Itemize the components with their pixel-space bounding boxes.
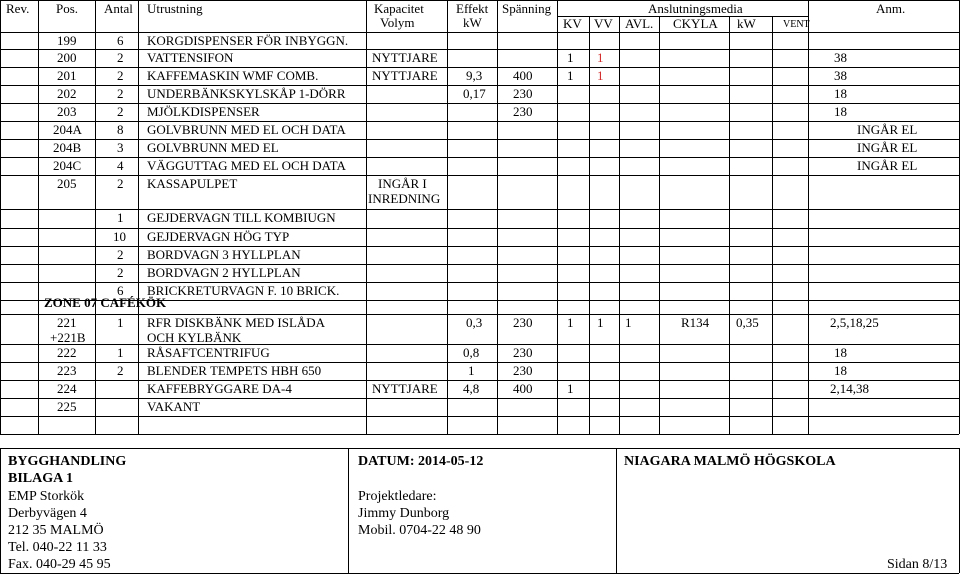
row-pos: 199: [57, 33, 77, 48]
grid-hline: [0, 228, 959, 229]
row-kv: 1: [567, 68, 574, 83]
row-effekt: 4,8: [463, 381, 480, 396]
row-pos: 204B: [53, 140, 82, 155]
row-anm: INGÅR EL: [857, 158, 918, 173]
col-spanning: Spänning: [502, 1, 552, 16]
grid-vline: [348, 448, 349, 573]
row221-effekt: 0,3: [466, 315, 483, 330]
col-effekt: Effekt: [456, 1, 489, 16]
row-text: MJÖLKDISPENSER: [147, 104, 260, 119]
row-kapacitet-line2: INREDNING: [368, 191, 441, 206]
row-antal: 2: [117, 176, 124, 191]
footer-page: Sidan 8/13: [887, 557, 948, 572]
row-anm: 18: [834, 363, 847, 378]
footer-title: BYGGHANDLING: [8, 454, 127, 469]
row221-vv: 1: [597, 315, 604, 330]
row-text: VAKANT: [147, 399, 201, 414]
row-antal: 6: [117, 33, 124, 48]
zone-heading: ZONE 07 CAFÉKÖK: [44, 295, 167, 310]
row-spanning: 230: [513, 363, 533, 378]
grid-vline: [619, 16, 620, 434]
grid-vline: [366, 0, 367, 434]
col-rev: Rev.: [6, 1, 30, 16]
grid-hline: [0, 264, 959, 265]
footer-fax: Fax. 040-29 45 95: [8, 557, 111, 572]
row-spanning: 230: [513, 104, 533, 119]
row-text: GEJDERVAGN TILL KOMBIUGN: [147, 210, 336, 225]
footer-tel: Tel. 040-22 11 33: [8, 540, 107, 555]
grid-hline: [0, 139, 959, 140]
row-kapacitet: NYTTJARE: [372, 50, 438, 65]
grid-hline: [0, 344, 959, 345]
grid-vline: [38, 0, 39, 434]
grid-vline: [95, 0, 96, 434]
row221-spanning: 230: [513, 315, 533, 330]
row-antal: 3: [117, 140, 124, 155]
grid-hline: [0, 121, 959, 122]
row-anm: 18: [834, 345, 847, 360]
row-text: GOLVBRUNN MED EL OCH DATA: [147, 122, 346, 137]
row-antal: 2: [117, 363, 124, 378]
row-pos: 222: [57, 345, 77, 360]
row-text: UNDERBÄNKSKYLSKÅP 1-DÖRR: [147, 86, 346, 101]
row-pos: 225: [57, 399, 77, 414]
grid-vline: [808, 0, 809, 434]
row-anm: 18: [834, 86, 847, 101]
row-text: KASSAPULPET: [147, 176, 238, 191]
grid-hline: [0, 246, 959, 247]
row-text: BRICKRETURVAGN F. 10 BRICK.: [147, 283, 340, 298]
grid-hline: [0, 434, 959, 435]
footer-pl-label: Projektledare:: [358, 489, 437, 504]
grid-hline: [0, 175, 959, 176]
row-pos: 202: [57, 86, 77, 101]
row-text: KAFFEBRYGGARE DA-4: [147, 381, 292, 396]
grid-hline: [0, 416, 959, 417]
row-antal: 2: [117, 50, 124, 65]
footer-company: EMP Storkök: [8, 489, 85, 504]
row-anm: INGÅR EL: [857, 122, 918, 137]
col-ckyla: CKYLA: [673, 16, 718, 31]
col-vent: VENT: [783, 19, 810, 30]
row-antal: 8: [117, 122, 124, 137]
grid-vline: [589, 16, 590, 434]
row-spanning: 400: [513, 381, 533, 396]
col-vv: VV: [594, 16, 613, 31]
row221-kv: 1: [567, 315, 574, 330]
row-anm: 2,14,38: [830, 381, 869, 396]
row-antal: 1: [117, 345, 124, 360]
row221-anm: 2,5,18,25: [830, 315, 879, 330]
footer-subtitle: BILAGA 1: [8, 471, 73, 486]
row-antal: 10: [113, 229, 126, 244]
row-antal: 2: [117, 68, 124, 83]
row221-pos-extra: +221B: [50, 330, 86, 345]
grid-hline: [0, 209, 959, 210]
row-text: KAFFEMASKIN WMF COMB.: [147, 68, 319, 83]
row-antal: 6: [117, 283, 124, 298]
col-effekt-unit: kW: [463, 15, 482, 30]
row-effekt: 0,17: [463, 86, 486, 101]
grid-vline: [447, 0, 448, 434]
row-text: RÅSAFTCENTRIFUG: [147, 345, 270, 360]
row-pos: 203: [57, 104, 77, 119]
row221-text2: OCH KYLBÄNK: [147, 330, 242, 345]
grid-hline: [0, 380, 959, 381]
col-avl: AVL.: [625, 16, 654, 31]
col-volym: Volym: [380, 15, 415, 30]
row-text: BORDVAGN 2 HYLLPLAN: [147, 265, 301, 280]
row-anm: INGÅR EL: [857, 140, 918, 155]
row-vv: 1: [597, 50, 604, 65]
grid-hline: [0, 282, 959, 283]
row-kapacitet: NYTTJARE: [372, 381, 438, 396]
col-utrustning: Utrustning: [147, 1, 203, 16]
row-text: BORDVAGN 3 HYLLPLAN: [147, 247, 301, 262]
row-effekt: 9,3: [466, 68, 483, 83]
row221-kw: 0,35: [736, 315, 759, 330]
grid-vline: [497, 0, 498, 434]
grid-hline: [0, 448, 959, 449]
grid-vline: [0, 448, 1, 573]
grid-hline: [0, 103, 959, 104]
row-antal: 2: [117, 247, 124, 262]
row-text: VATTENSIFON: [147, 50, 234, 65]
row221-antal: 1: [117, 315, 124, 330]
grid-hline: [0, 398, 959, 399]
col-antal: Antal: [104, 1, 133, 16]
col-kw: kW: [737, 16, 756, 31]
row221-pos: 221: [57, 315, 77, 330]
grid-vline: [729, 16, 730, 434]
grid-hline: [0, 49, 959, 50]
grid-hline: [0, 157, 959, 158]
grid-vline: [659, 16, 660, 434]
grid-vline: [772, 16, 773, 434]
row-pos: 205: [57, 176, 77, 191]
grid-vline: [0, 0, 1, 434]
row-pos: 204A: [53, 122, 82, 137]
col-kapacitet: Kapacitet: [374, 1, 424, 16]
footer-street: Derbyvägen 4: [8, 506, 87, 521]
row-effekt: 0,8: [463, 345, 480, 360]
row-text: GEJDERVAGN HÖG TYP: [147, 229, 290, 244]
row-antal: 2: [117, 104, 124, 119]
row-vv: 1: [597, 68, 604, 83]
col-pos: Pos.: [56, 1, 79, 16]
row-text: GOLVBRUNN MED EL: [147, 140, 279, 155]
row-anm: 18: [834, 104, 847, 119]
row-pos: 224: [57, 381, 77, 396]
footer-pl-name: Jimmy Dunborg: [358, 506, 450, 521]
row-antal: 4: [117, 158, 124, 173]
footer-city: 212 35 MALMÖ: [8, 523, 104, 538]
row-anm: 38: [834, 50, 847, 65]
row221-text1: RFR DISKBÄNK MED ISLÅDA: [147, 315, 326, 330]
grid-vline: [616, 448, 617, 573]
grid-hline: [0, 362, 959, 363]
row221-avl: 1: [625, 315, 632, 330]
row-kapacitet: NYTTJARE: [372, 68, 438, 83]
row-antal: 2: [117, 265, 124, 280]
footer-project: NIAGARA MALMÖ HÖGSKOLA: [624, 454, 836, 469]
row-antal: 2: [117, 86, 124, 101]
grid-vline: [557, 0, 558, 434]
row-pos: 223: [57, 363, 77, 378]
row-effekt: 1: [468, 363, 475, 378]
row-pos: 204C: [53, 158, 82, 173]
row-antal: 1: [117, 210, 124, 225]
grid-vline: [138, 0, 139, 434]
footer-mobile: Mobil. 0704-22 48 90: [358, 523, 481, 538]
row-kv: 1: [567, 50, 574, 65]
row-spanning: 230: [513, 86, 533, 101]
row-text: BLENDER TEMPETS HBH 650: [147, 363, 322, 378]
row-text: VÄGGUTTAG MED EL OCH DATA: [147, 158, 346, 173]
row-kapacitet-line1: INGÅR I: [378, 176, 427, 191]
row-kv: 1: [567, 381, 574, 396]
grid-hline: [0, 32, 959, 33]
col-kv: KV: [563, 16, 582, 31]
row-pos: 200: [57, 50, 77, 65]
row-text: KORGDISPENSER FÖR INBYGGN.: [147, 33, 349, 48]
row-anm: 38: [834, 68, 847, 83]
col-anm: Anm.: [876, 1, 906, 16]
row-spanning: 230: [513, 345, 533, 360]
row221-ckyla: R134: [681, 315, 710, 330]
footer-date: DATUM: 2014-05-12: [358, 454, 484, 469]
col-anslutningsmedia: Anslutningsmedia: [648, 1, 743, 16]
row-spanning: 400: [513, 68, 533, 83]
row-pos: 201: [57, 68, 77, 83]
